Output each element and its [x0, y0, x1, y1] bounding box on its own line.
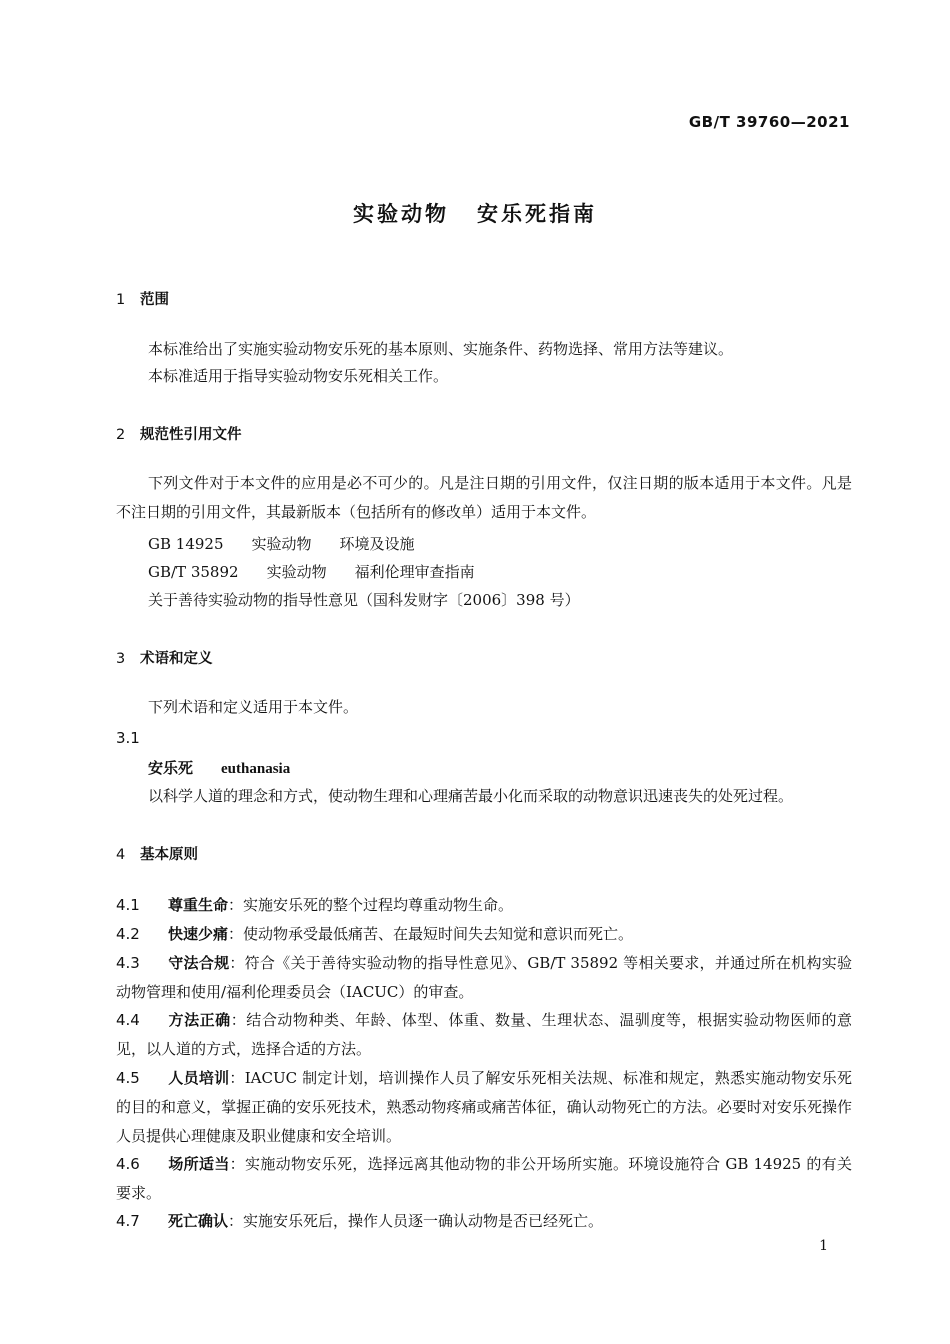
- section-heading-4: 4 基本原则: [116, 847, 198, 863]
- clause-4-7: 4.7 死亡确认：实施安乐死后，操作人员逐一确认动物是否已经死亡。: [116, 1212, 604, 1230]
- section-1-paragraph-1: 本标准给出了实施实验动物安乐死的基本原则、实施条件、药物选择、常用方法等建议。: [148, 340, 734, 358]
- term-english: euthanasia: [221, 761, 291, 777]
- normative-reference-1: GB 14925 实验动物 环境及设施: [148, 535, 415, 553]
- section-heading-1: 1 范围: [116, 292, 169, 308]
- section-heading-2: 2 规范性引用文件: [116, 427, 242, 443]
- page-number: 1: [819, 1238, 828, 1254]
- title-part-2: 安乐死指南: [477, 202, 597, 226]
- clause-4-4: 4.4 方法正确：结合动物种类、年龄、体型、体重、数量、生理状态、温驯度等，根据实验动物医师的意见，以人道的方式，选择合适的方法。: [116, 1011, 852, 1058]
- section-1-paragraph-2: 本标准适用于指导实验动物安乐死相关工作。: [148, 367, 449, 385]
- term-chinese: 安乐死: [148, 759, 194, 777]
- term-definition: 以科学人道的理念和方式，使动物生理和心理痛苦最小化而采取的动物意识迅速丧失的处死过程。: [148, 787, 794, 805]
- section-heading-3: 3 术语和定义: [116, 651, 213, 667]
- clause-4-3: 4.3 守法合规：符合《关于善待实验动物的指导性意见》、GB/T 35892 等相关要求，并通过所在机构实验动物管理和使用/福利伦理委员会（IACUC）的审查。: [116, 954, 852, 1001]
- normative-reference-2: GB/T 35892 实验动物 福利伦理审查指南: [148, 563, 475, 581]
- term-number: 3.1: [116, 729, 140, 747]
- clause-4-5: 4.5 人员培训：IACUC 制定计划，培训操作人员了解安乐死相关法规、标准和规定，熟悉实施动物安乐死的目的和意义，掌握正确的安乐死技术，熟悉动物疼痛或痛苦体征，确认动物死亡的方法。必要时对安乐死操作人员提供心理健康及职业健康和安全培训。: [116, 1069, 852, 1145]
- term-entry: [148, 757, 290, 778]
- normative-reference-3: 关于善待实验动物的指导性意见（国科发财字〔2006〕398 号）: [148, 591, 580, 609]
- clause-4-2: 4.2 快速少痛：使动物承受最低痛苦、在最短时间失去知觉和意识而死亡。: [116, 925, 634, 943]
- standard-code: GB/T 39760—2021: [688, 113, 850, 131]
- title-part-1: 实验动物: [353, 202, 449, 226]
- clause-4-1: 4.1 尊重生命：实施安乐死的整个过程均尊重动物生命。: [116, 896, 514, 914]
- section-3-paragraph-1: 下列术语和定义适用于本文件。: [148, 698, 359, 716]
- clause-4-6: 4.6 场所适当：实施动物安乐死，选择远离其他动物的非公开场所实施。环境设施符合 GB 14925 的有关要求。: [116, 1155, 852, 1202]
- section-2-paragraph-1: 下列文件对于本文件的应用是必不可少的。凡是注日期的引用文件，仅注日期的版本适用于本文件。凡是不注日期的引用文件，其最新版本（包括所有的修改单）适用于本文件。: [116, 474, 852, 521]
- document-title: [0, 198, 950, 228]
